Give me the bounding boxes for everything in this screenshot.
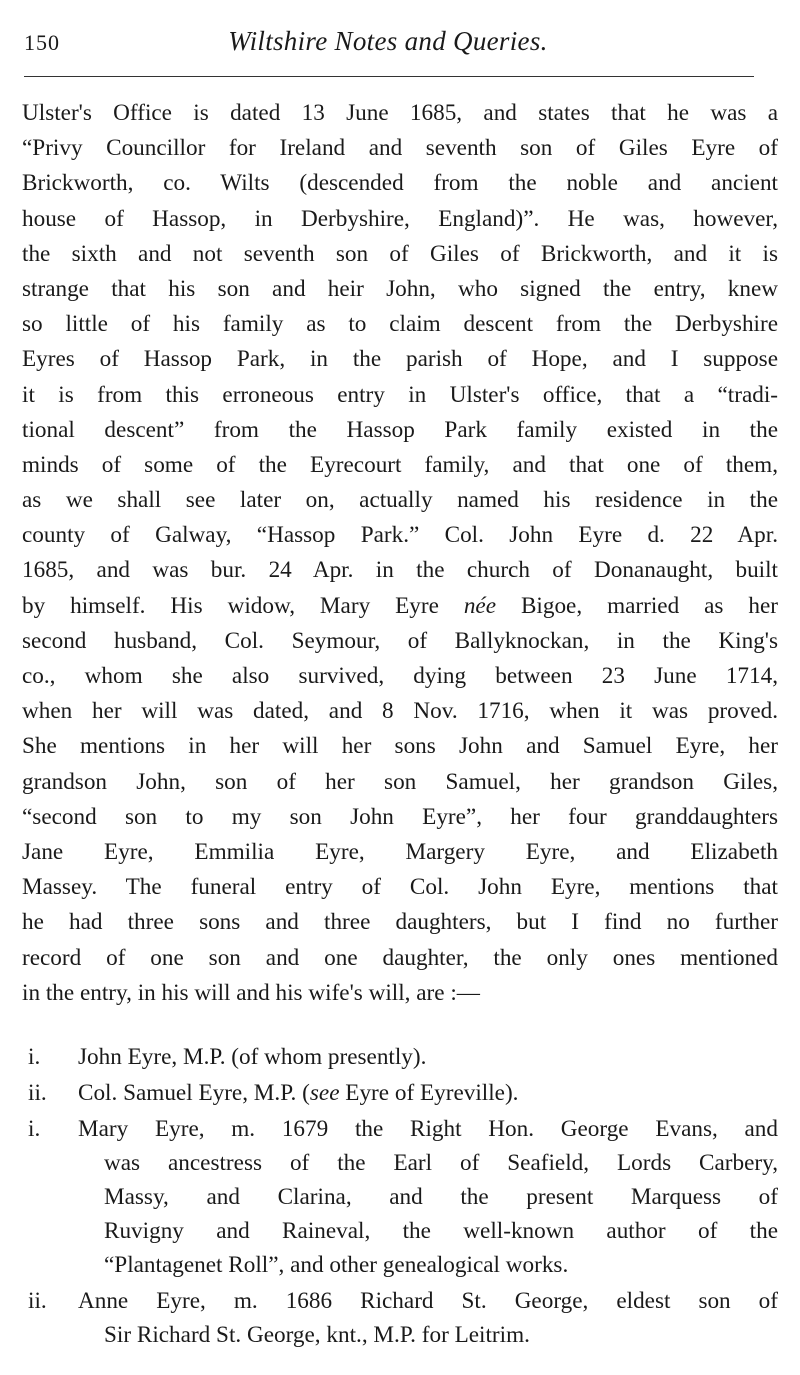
list-item — [22, 1284, 778, 1352]
paragraph-line: the sixth and not seventh son of Giles of Brickworth, and it is — [22, 240, 778, 267]
list-item — [22, 1076, 778, 1110]
italic-nee: née — [463, 592, 497, 619]
list-marker: i. — [28, 1044, 41, 1070]
list-item-line: Sir Richard St. George, knt., M.P. for Leitrim. — [104, 1322, 530, 1348]
list-item-line: Mary Eyre, m. 1679 the Right Hon. George Evans, and — [78, 1116, 778, 1142]
paragraph-line: grandson John, son of her son Samuel, her grandson Giles, — [22, 768, 778, 795]
list-item-line: Ruvigny and Raineval, the well-known author of the — [104, 1218, 778, 1244]
paragraph-line — [22, 589, 778, 624]
paragraph-line: Massey. The funeral entry of Col. John Eyre, mentions that — [22, 874, 778, 901]
paragraph-line: tional descent” from the Hassop Park family existed in the — [22, 416, 778, 443]
body-paragraph — [22, 96, 778, 1011]
paragraph-line: he had three sons and three daughters, but I find no further — [22, 909, 778, 936]
list-marker: i. — [28, 1116, 41, 1142]
list-item-line: Massy, and Clarina, and the present Marquess of — [104, 1184, 778, 1210]
paragraph-line: minds of some of the Eyrecourt family, and that one of them, — [22, 451, 778, 478]
paragraph-line: co., whom she also survived, dying between 23 June 1714, — [22, 663, 778, 689]
italic-see: see — [309, 1080, 340, 1106]
paragraph-line: so little of his family as to claim descent from the Derbyshire — [22, 311, 778, 338]
paragraph-line: Ulster's Office is dated 13 June 1685, and states that he was a — [22, 100, 778, 126]
line-text: Col. Samuel Eyre, M.P. ( — [78, 1080, 310, 1106]
paragraph-line: “second son to my son John Eyre”, her four granddaughters — [22, 803, 778, 830]
paragraph-line: in the entry, in his will and his wife's will, are :— — [22, 979, 480, 1006]
line-text: Bigoe, married as her — [496, 592, 778, 619]
paragraph-line: Jane Eyre, Emmilia Eyre, Margery Eyre, and Elizabeth — [22, 838, 778, 865]
list-item-line: Anne Eyre, m. 1686 Richard St. George, eldest son of — [78, 1288, 778, 1314]
paragraph-line: “Privy Councillor for Ireland and seventh son of Giles Eyre of — [22, 135, 778, 162]
list-item-line — [78, 1076, 778, 1110]
running-title: Wiltshire Notes and Queries. — [228, 26, 548, 56]
list-item — [22, 1040, 778, 1074]
page-number: 150 — [24, 30, 60, 55]
header-rule — [24, 76, 754, 77]
list-item — [22, 1112, 778, 1282]
paragraph-line: it is from this erroneous entry in Ulster's office, that a “tradi- — [22, 381, 778, 408]
children-list — [22, 1040, 778, 1352]
list-item-line: “Plantagenet Roll”, and other genealogical works. — [104, 1252, 569, 1278]
paragraph-line: Brickworth, co. Wilts (descended from the noble and ancient — [22, 170, 778, 197]
list-marker: ii. — [28, 1288, 47, 1314]
paragraph-line: record of one son and one daughter, the only ones mentioned — [22, 944, 778, 971]
paragraph-line: 1685, and was bur. 24 Apr. in the church of Donanaught, built — [22, 557, 778, 584]
line-text: Eyre of Eyreville). — [339, 1080, 519, 1106]
paragraph-line: house of Hassop, in Derbyshire, England)”. He was, however, — [22, 205, 778, 232]
page-header — [24, 22, 752, 62]
paragraph-line: when her will was dated, and 8 Nov. 1716, when it was proved. — [22, 698, 778, 725]
paragraph-line: Eyres of Hassop Park, in the parish of Hope, and I suppose — [22, 346, 778, 373]
paragraph-line: as we shall see later on, actually named his residence in the — [22, 487, 778, 514]
list-item-line: John Eyre, M.P. (of whom presently). — [78, 1044, 427, 1070]
line-text: by himself. His widow, Mary Eyre — [22, 592, 464, 619]
list-marker: ii. — [28, 1080, 47, 1106]
paragraph-line: She mentions in her will her sons John and Samuel Eyre, her — [22, 733, 778, 760]
paragraph-line: county of Galway, “Hassop Park.” Col. John Eyre d. 22 Apr. — [22, 522, 778, 549]
paragraph-line: second husband, Col. Seymour, of Ballyknockan, in the King's — [22, 627, 778, 654]
list-item-line: was ancestress of the Earl of Seafield, Lords Carbery, — [104, 1150, 778, 1176]
paragraph-line: strange that his son and heir John, who signed the entry, knew — [22, 275, 778, 302]
